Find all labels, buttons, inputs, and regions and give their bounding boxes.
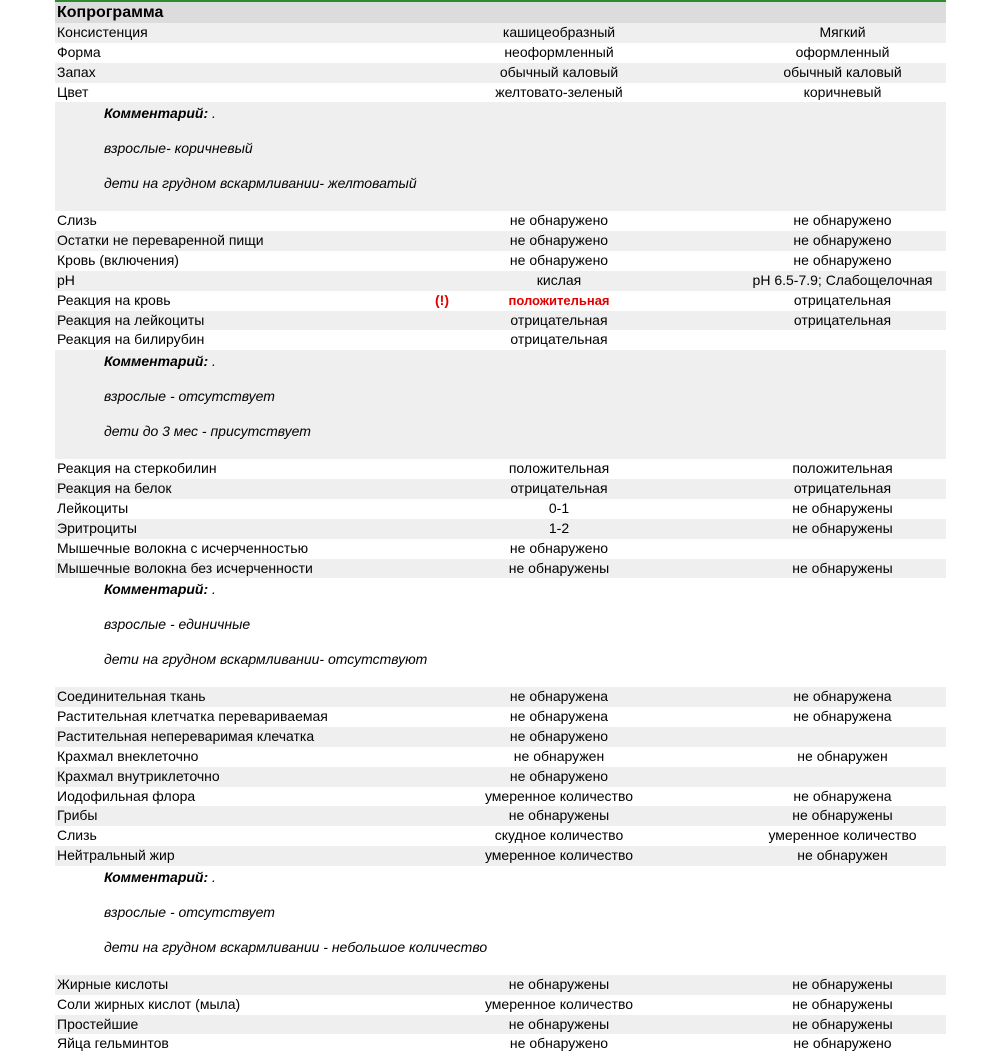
comment-line: дети на грудном вскармливании- желтоватый: [104, 175, 417, 192]
test-name: Слизь: [57, 212, 97, 229]
result-row: [55, 211, 946, 231]
result-value: 0-1: [548, 499, 570, 516]
test-name: Реакция на лейкоциты: [57, 311, 205, 328]
comment-line: взрослые- коричневый: [104, 140, 253, 157]
comment-line: дети на грудном вскармливании - небольшое количество: [104, 938, 488, 955]
result-value: не обнаружен: [513, 747, 605, 764]
reference-value: не обнаружено: [793, 252, 892, 269]
reference-value: не обнаружено: [793, 232, 892, 249]
test-name: Растительная непереваримая клечатка: [57, 728, 315, 745]
test-name: Соединительная ткань: [57, 688, 206, 705]
test-name: Реакция на белок: [57, 480, 172, 497]
result-value: отрицательная: [510, 480, 608, 497]
reference-value: коричневый: [803, 83, 882, 100]
reference-value: не обнаружены: [792, 499, 893, 516]
result-value: кашицеобразный: [502, 24, 616, 40]
result-value: положительная: [508, 292, 610, 308]
abnormal-flag: (!): [435, 291, 449, 308]
reference-value: не обнаружено: [793, 212, 892, 229]
result-value: умеренное количество: [484, 847, 634, 864]
test-name: Эритроциты: [57, 519, 137, 536]
result-value: желтовато-зеленый: [495, 83, 623, 100]
result-row: [55, 846, 946, 866]
reference-value: не обнаружена: [793, 708, 892, 725]
test-name: Простейшие: [57, 1015, 139, 1032]
reference-value: не обнаружены: [792, 559, 893, 576]
result-value: не обнаружено: [509, 252, 609, 269]
result-row: [55, 311, 946, 331]
result-value: кислая: [536, 271, 582, 288]
result-row: [55, 767, 946, 787]
comment-block: [55, 102, 946, 211]
coprogram-report: [55, 0, 946, 1054]
result-row: [55, 271, 946, 291]
result-row: [55, 83, 946, 103]
result-value: умеренное количество: [484, 995, 634, 1012]
comment-label: [104, 869, 216, 885]
result-row: [55, 63, 946, 83]
test-name: Цвет: [57, 83, 89, 100]
result-row: [55, 707, 946, 727]
comment-line: взрослые - отсутствует: [104, 903, 275, 920]
test-name: Крахмал внеклеточно: [57, 747, 199, 764]
result-row: [55, 459, 946, 479]
comment-label: [104, 581, 216, 597]
reference-value: не обнаружены: [792, 1015, 893, 1032]
result-value: не обнаружено: [509, 728, 609, 745]
comment-label: [104, 105, 216, 121]
comment-block: [55, 350, 946, 459]
result-row: [55, 251, 946, 271]
reference-value: умеренное количество: [768, 827, 917, 844]
result-row: [55, 499, 946, 519]
reference-value: pH 6.5-7.9; Слабощелочная: [752, 271, 933, 288]
comment-line: дети на грудном вскармливании- отсутствуют: [104, 651, 428, 668]
result-value: не обнаружено: [509, 212, 609, 229]
comment-label-text: Комментарий:: [104, 353, 209, 370]
result-value: не обнаружено: [509, 539, 609, 556]
test-name: Нейтральный жир: [57, 847, 175, 864]
reference-value: не обнаружены: [792, 975, 893, 992]
result-row: [55, 231, 946, 251]
reference-value: отрицательная: [793, 291, 892, 308]
reference-value: не обнаружены: [792, 995, 893, 1012]
comment-block: [55, 866, 946, 975]
test-name: Слизь: [57, 827, 97, 844]
reference-value: отрицательная: [793, 311, 892, 328]
comment-line: взрослые - отсутствует: [104, 388, 275, 405]
comment-label-text: Комментарий:: [104, 868, 209, 885]
result-value: не обнаружены: [508, 975, 610, 992]
comment-label-text: Комментарий:: [104, 105, 209, 122]
test-name: Грибы: [57, 807, 98, 824]
test-name: Иодофильная флора: [57, 787, 196, 804]
reference-value: не обнаружен: [797, 747, 888, 764]
result-row: [55, 687, 946, 707]
reference-value: не обнаружено: [793, 1035, 892, 1052]
comment-label: [104, 353, 216, 369]
result-value: не обнаружено: [509, 767, 609, 784]
comment-label-suffix: .: [208, 105, 216, 122]
reference-value: обычный каловый: [783, 63, 902, 80]
reference-value: не обнаружена: [793, 688, 892, 705]
test-name: Соли жирных кислот (мыла): [57, 995, 241, 1012]
result-row: [55, 559, 946, 579]
comment-line: взрослые - единичные: [104, 616, 251, 633]
reference-value: не обнаружена: [793, 787, 892, 804]
test-name: Мышечные волокна с исчерченностью: [57, 539, 309, 556]
section-title: Копрограмма: [55, 2, 946, 23]
result-row: [55, 1034, 946, 1054]
result-value: скудное количество: [494, 827, 624, 844]
result-row: [55, 43, 946, 63]
result-row: [55, 826, 946, 846]
comment-label-suffix: .: [208, 353, 216, 370]
result-value: 1-2: [548, 519, 570, 536]
result-value: отрицательная: [510, 311, 608, 328]
test-name: Жирные кислоты: [57, 975, 169, 992]
result-row: [55, 727, 946, 747]
result-value: обычный каловый: [499, 63, 619, 80]
result-value: умеренное количество: [484, 787, 634, 804]
test-name: Консистенция: [57, 24, 148, 40]
test-name: Реакция на стеркобилин: [57, 460, 217, 477]
reference-value: оформленный: [795, 43, 890, 60]
result-row: [55, 23, 946, 43]
test-name: Растительная клетчатка перевариваемая: [57, 708, 328, 725]
test-name: Яйца гельминтов: [57, 1035, 169, 1052]
result-row: [55, 539, 946, 559]
reference-value: отрицательная: [793, 480, 892, 497]
result-value: не обнаружена: [509, 708, 609, 725]
result-value: не обнаружено: [509, 1035, 609, 1052]
result-value: не обнаружены: [508, 807, 610, 824]
result-row: [55, 747, 946, 767]
test-name: Форма: [57, 43, 101, 60]
result-value: не обнаружены: [508, 559, 610, 576]
comment-label-text: Комментарий:: [104, 581, 209, 598]
result-value: не обнаружены: [508, 1015, 610, 1032]
test-name: Реакция на кровь: [57, 291, 171, 308]
test-name: Лейкоциты: [57, 499, 129, 516]
result-value: не обнаружена: [509, 688, 609, 705]
result-row: [55, 787, 946, 807]
test-name: Запах: [57, 63, 96, 80]
result-value: неоформленный: [504, 43, 614, 60]
reference-value: не обнаружен: [797, 847, 888, 864]
results-table: [55, 23, 946, 1054]
result-value: положительная: [508, 460, 610, 477]
test-name: Мышечные волокна без исчерченности: [57, 559, 313, 576]
test-name: pH: [57, 271, 75, 288]
test-name: Остатки не переваренной пищи: [57, 232, 264, 249]
result-row: [55, 806, 946, 826]
result-row: [55, 479, 946, 499]
result-value: отрицательная: [510, 331, 608, 348]
result-row: [55, 519, 946, 539]
result-row: [55, 330, 946, 350]
reference-value: Мягкий: [819, 24, 866, 40]
reference-value: положительная: [792, 460, 893, 477]
comment-line: дети до 3 мес - присутствует: [104, 423, 311, 440]
comment-block: [55, 578, 946, 687]
test-name: Кровь (включения): [57, 252, 179, 269]
result-row: [55, 291, 946, 311]
test-name: Реакция на билирубин: [57, 331, 205, 348]
comment-label-suffix: .: [208, 581, 216, 598]
test-name: Крахмал внутриклеточно: [57, 767, 220, 784]
result-row: [55, 975, 946, 995]
result-row: [55, 995, 946, 1015]
reference-value: не обнаружены: [792, 807, 893, 824]
comment-label-suffix: .: [208, 868, 216, 885]
result-value: не обнаружено: [509, 232, 609, 249]
result-row: [55, 1015, 946, 1035]
reference-value: не обнаружены: [792, 519, 893, 536]
